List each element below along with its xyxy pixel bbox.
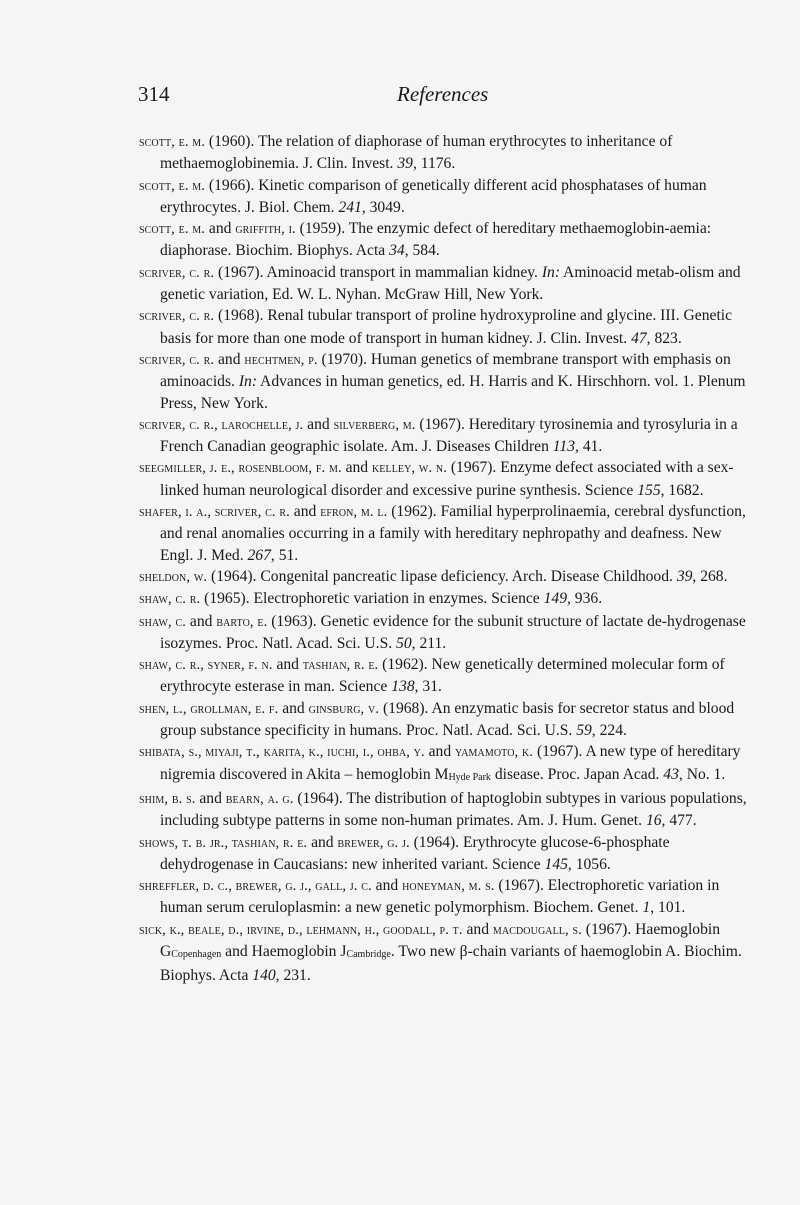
reference-authors: silverberg, m.: [333, 416, 416, 433]
reference-pages: , 268.: [692, 567, 728, 585]
reference-year: (1962).: [391, 503, 437, 521]
reference-authors: hechtmen, p.: [244, 351, 318, 368]
reference-pages: , 1682.: [660, 481, 704, 499]
reference-year: (1968).: [382, 699, 429, 717]
reference-entry: [139, 654, 749, 698]
page-number: 314: [138, 82, 170, 106]
reference-pages: , 51.: [270, 546, 299, 564]
reference-authors: scriver, c. r., larochelle, j.: [139, 416, 304, 433]
reference-entry: [139, 788, 749, 832]
reference-text: The relation of diaphorase of human erythrocytes to inheritance of methaemoglobinemia. J. Clin. Invest.: [160, 133, 673, 173]
reference-text: Enzyme defect associated with a sex-linked human neurological disorder and excessive purine synthesis. Science: [160, 459, 734, 499]
reference-authors: bearn, a. g.: [225, 790, 294, 807]
reference-year: (1959).: [299, 220, 346, 238]
reference-entry: [139, 414, 749, 458]
reference-conjunction: and: [272, 656, 303, 674]
reference-authors: shim, b. s.: [139, 790, 196, 807]
reference-year: (1966).: [208, 176, 255, 194]
reference-text: Hereditary tyrosinemia and tyrosyluria in a French Canadian geographic isolate. Am. J. Diseases Children: [160, 415, 738, 456]
reference-text: Renal tubular transport of proline hydroxyproline and glycine. III. Genetic basis for more than one mode of transport in human kidney. J. Clin. Invest.: [160, 307, 733, 347]
reference-year: (1967).: [419, 415, 465, 433]
reference-conjunction: and: [205, 220, 236, 238]
reference-conjunction: and: [303, 415, 334, 433]
running-title: References: [397, 82, 489, 106]
reference-entry: [139, 175, 749, 219]
reference-text: The enzymic defect of hereditary methaemoglobin-aemia: diaphorase. Biochim. Biophys. Acta: [160, 220, 712, 260]
reference-authors: honeyman, m. s.: [402, 878, 495, 895]
reference-conjunction: and: [289, 503, 321, 521]
reference-pages: , 31.: [414, 678, 442, 696]
reference-volume: 39: [676, 567, 693, 585]
reference-entry: [139, 501, 749, 566]
reference-authors: yamamoto, k.: [455, 744, 534, 761]
reference-volume: 241: [338, 198, 362, 216]
reference-pages: , 584.: [404, 242, 440, 260]
reference-pages: , 477.: [661, 812, 697, 830]
reference-authors: shibata, s., miyaji, t., karita, k., iuchi, i., ohba, y.: [139, 744, 425, 761]
reference-conjunction: and: [462, 920, 493, 938]
reference-volume: 267: [247, 546, 271, 564]
reference-entry: [139, 218, 749, 262]
reference-year: (1967).: [450, 459, 497, 477]
reference-year: (1965).: [204, 590, 250, 608]
reference-year: (1962).: [382, 656, 428, 674]
reference-authors: griffith, i.: [235, 221, 296, 238]
reference-conjunction: and: [341, 459, 372, 477]
reference-text: The distribution of haptoglobin subtypes in various populations, including subtype patterns in some non-human primates. Am. J. Hum. Genet.: [160, 789, 747, 830]
reference-entry: [139, 131, 749, 175]
reference-text: . Two new β-chain variants of haemoglobin A. Biochim. Biophys. Acta: [160, 942, 742, 985]
reference-authors: scriver, c. r.: [139, 351, 215, 368]
reference-entry: [139, 832, 749, 876]
reference-entry: [139, 349, 749, 414]
reference-conjunction: and: [214, 350, 245, 368]
reference-conjunction: and: [307, 833, 338, 851]
reference-pages: , 224.: [591, 722, 627, 740]
reference-year: (1967).: [218, 263, 264, 281]
reference-volume: 140: [252, 967, 276, 985]
reference-text: Human genetics of membrane transport with emphasis on aminoacids.: [160, 350, 731, 391]
reference-volume: 138: [391, 678, 415, 696]
reference-conjunction: and: [186, 612, 217, 630]
reference-authors: macdougall, s.: [492, 921, 582, 938]
reference-text: Genetic evidence for the subunit structure of lactate de-hydrogenase isozymes. Proc. Natl. Acad. Sci. U.S.: [160, 612, 746, 652]
reference-pages: , 41.: [575, 438, 603, 456]
reference-entry: [139, 741, 749, 788]
reference-volume: 149: [543, 590, 567, 608]
reference-entry: [139, 262, 749, 306]
reference-authors: shafer, i. a., scriver, c. r.: [139, 504, 290, 521]
reference-entry: [139, 588, 749, 610]
reference-volume: 39: [397, 155, 413, 173]
reference-volume: 113: [552, 438, 576, 456]
reference-authors: shen, l., grollman, e. f.: [139, 700, 279, 717]
reference-pages: , 936.: [567, 590, 603, 608]
reference-text: New genetically determined molecular form of erythrocyte esterase in man. Science: [160, 656, 725, 696]
reference-text: Haemoglobin G: [160, 920, 721, 960]
reference-authors: scott, e. m.: [139, 134, 205, 150]
reference-volume: 16: [645, 812, 662, 830]
reference-volume: 155: [637, 481, 661, 499]
reference-year: (1963).: [271, 612, 317, 630]
reference-in-label: In:: [238, 373, 258, 391]
reference-authors: seegmiller, j. e., rosenbloom, f. m.: [139, 460, 342, 477]
reference-subscript: Cambridge: [346, 948, 391, 960]
reference-year: (1967).: [585, 920, 632, 938]
reference-year: (1970).: [321, 350, 368, 368]
reference-volume: 1: [642, 899, 651, 917]
page-header: [117, 82, 717, 112]
reference-pages: , 823.: [646, 329, 682, 347]
reference-year: (1964).: [297, 789, 343, 807]
reference-authors: ginsburg, v.: [308, 700, 380, 717]
reference-pages: , 231.: [275, 967, 311, 985]
reference-in-label: In:: [541, 263, 561, 281]
reference-entry: [139, 566, 749, 588]
reference-year: (1968).: [218, 307, 264, 325]
reference-entry: [139, 875, 749, 919]
reference-year: (1967).: [536, 743, 583, 761]
reference-conjunction: and: [195, 789, 226, 807]
reference-text: Congenital pancreatic lipase deficiency. Arch. Disease Childhood.: [256, 567, 677, 585]
reference-text: An enzymatic basis for secretor status and blood group substance specificity in humans. Proc. Natl. Acad. Sci. U.S.: [160, 699, 735, 740]
reference-text: Electrophoretic variation in human serum ceruloplasmin: a new genetic polymorphism. Biochem. Genet.: [160, 877, 720, 917]
reference-text: A new type of hereditary nigremia discovered in Akita – hemoglobin M: [160, 743, 741, 783]
reference-authors: brewer, g. j.: [337, 834, 410, 851]
reference-text: Familial hyperprolinaemia, cerebral dysfunction, and renal anomalies occurring in a family with hereditary nephropathy and deafness. New Engl. J. Med.: [160, 503, 746, 564]
reference-volume: 59: [576, 722, 592, 740]
reference-text: Aminoacid transport in mammalian kidney.: [263, 263, 542, 281]
reference-authors: shows, t. b. jr., tashian, r. e.: [139, 834, 308, 851]
reference-conjunction: and: [371, 877, 403, 895]
reference-authors: shaw, c. r., syner, f. n.: [139, 657, 273, 674]
reference-text: and Haemoglobin J: [221, 942, 347, 960]
reference-authors: sheldon, w.: [139, 568, 208, 585]
reference-volume: 34: [389, 242, 405, 260]
reference-conjunction: and: [424, 743, 456, 761]
reference-year: (1960).: [208, 133, 255, 150]
reference-volume: 50: [396, 634, 412, 652]
reference-entry: [139, 611, 749, 655]
reference-pages: , 101.: [650, 899, 686, 917]
reference-authors: kelley, w. n.: [371, 460, 447, 477]
reference-pages: , 1056.: [567, 855, 611, 873]
reference-year: (1967).: [498, 877, 544, 895]
reference-authors: scott, e. m.: [139, 177, 205, 194]
reference-text: Aminoacid metab-olism and genetic variation, Ed. W. L. Nyhan. McGraw Hill, New York.: [160, 263, 741, 304]
reference-text: Advances in human genetics, ed. H. Harris and K. Hirschhorn. vol. 1. Plenum Press, New York.: [160, 373, 746, 412]
reference-text: Kinetic comparison of genetically different acid phosphatases of human erythrocytes. J. Biol. Chem.: [160, 176, 707, 216]
reference-volume: 43: [663, 765, 679, 783]
reference-authors: efron, m. l.: [320, 504, 388, 521]
reference-text: Erythrocyte glucose-6-phosphate dehydrogenase in Caucasians: new inherited variant. Science: [160, 833, 670, 873]
reference-entry: [139, 698, 749, 742]
reference-pages: , 211.: [411, 634, 447, 652]
reference-authors: shreffler, d. c., brewer, g. j., gall, j. c.: [139, 878, 372, 895]
reference-list: [139, 131, 749, 987]
reference-entry: [139, 457, 749, 501]
reference-entry: [139, 919, 749, 987]
reference-pages: , 3049.: [361, 198, 405, 216]
reference-volume: 145: [544, 855, 568, 873]
reference-pages: , 1176.: [412, 155, 456, 173]
reference-subscript: Hyde Park: [448, 771, 491, 783]
reference-authors: scriver, c. r.: [139, 308, 215, 325]
reference-authors: barto, e.: [216, 613, 268, 630]
reference-authors: scott, e. m.: [139, 221, 205, 238]
reference-authors: shaw, c.: [139, 613, 186, 630]
reference-volume: 47: [631, 329, 647, 347]
reference-authors: sick, k., beale, d., irvine, d., lehmann, h., goodall, p. t.: [139, 921, 463, 938]
reference-authors: scriver, c. r.: [139, 264, 215, 281]
reference-text: Electrophoretic variation in enzymes. Science: [249, 590, 544, 608]
reference-entry: [139, 305, 749, 349]
reference-year: (1964).: [211, 567, 257, 585]
reference-authors: tashian, r. e.: [302, 657, 379, 674]
reference-year: (1964).: [413, 833, 460, 851]
reference-pages: , No. 1.: [678, 765, 726, 783]
reference-text: disease. Proc. Japan Acad.: [490, 765, 664, 783]
reference-conjunction: and: [278, 699, 309, 717]
reference-authors: shaw, c. r.: [139, 591, 201, 608]
reference-subscript: Copenhagen: [171, 948, 222, 960]
